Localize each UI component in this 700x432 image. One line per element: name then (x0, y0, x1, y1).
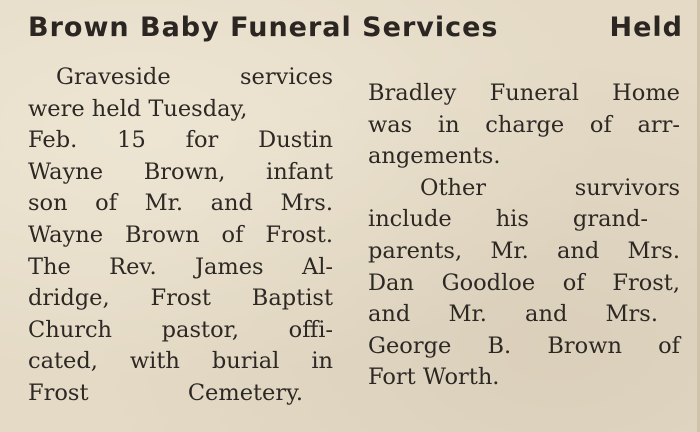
headline-text: Brown Baby Funeral Services (28, 12, 499, 43)
article-line: Bradley Funeral Home (368, 80, 680, 106)
article-line: parents, Mr. and Mrs. (368, 237, 680, 264)
article-line: Wayne Brown of Frost. (28, 221, 333, 248)
article-line: Dan Goodloe of Frost, (368, 269, 680, 296)
article-left-column (28, 62, 333, 410)
article-line: son of Mr. and Mrs. (28, 190, 333, 217)
article-right-column (368, 78, 680, 394)
article-line: include his grand- (368, 206, 648, 233)
article-line: angements. (368, 143, 501, 170)
article-line: and Mr. and Mrs. (368, 301, 658, 328)
article-line: Other survivors (420, 174, 680, 201)
article-line: Fort Worth. (368, 364, 500, 391)
article-line: George B. Brown of (368, 332, 680, 359)
article-line: Frost Cemetery. (28, 379, 303, 406)
article-line: dridge, Frost Baptist (28, 285, 333, 312)
article-line: was in charge of arr- (368, 111, 680, 138)
article-line: Feb. 15 for Dustin (28, 127, 333, 154)
article-line: The Rev. James Al- (28, 253, 333, 280)
article-line: Graveside services (56, 64, 333, 90)
article-line: Church pastor, offi- (28, 316, 333, 343)
article-line: cated, with burial in (28, 348, 333, 375)
article-line: were held Tuesday, (28, 95, 248, 122)
article-line: Wayne Brown, infant (28, 158, 333, 185)
headline (28, 12, 683, 52)
headline-end-word: Held (609, 12, 683, 43)
